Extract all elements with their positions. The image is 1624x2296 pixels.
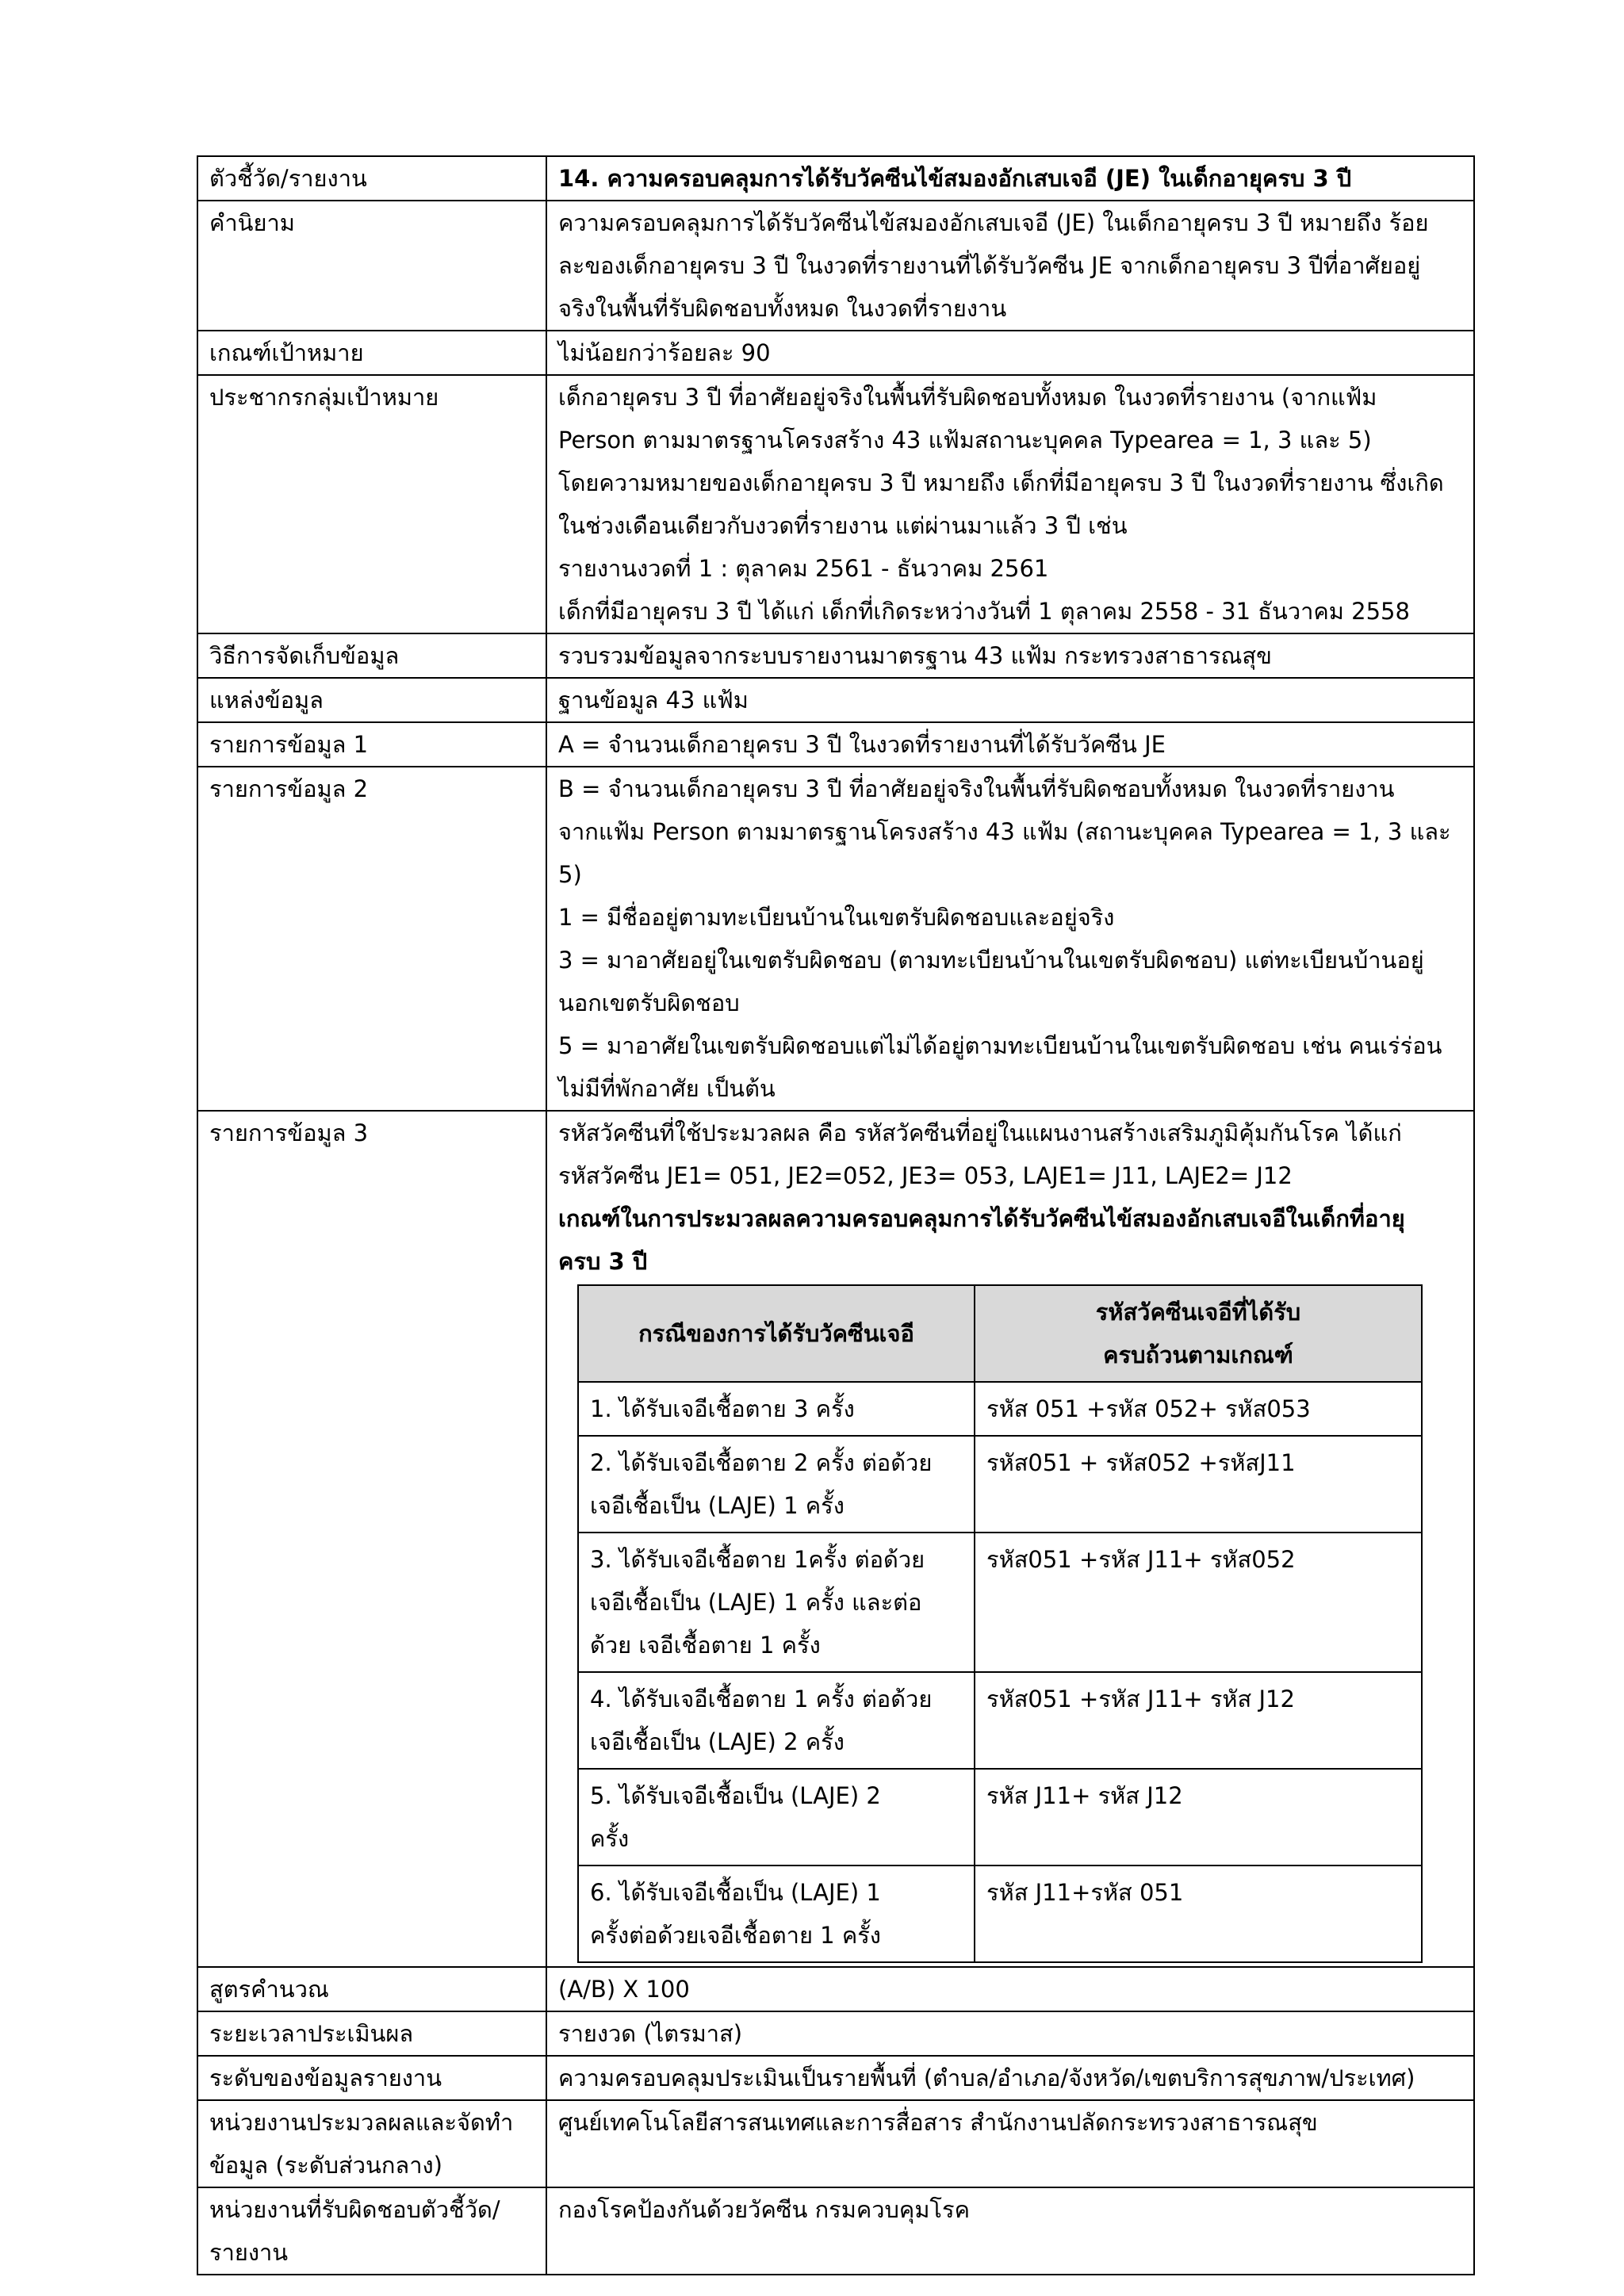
text-line: 5) (558, 861, 582, 888)
indicator-table (197, 155, 1475, 2275)
code-cell: รหัส051 +รหัส J11+ รหัส052 (975, 1533, 1422, 1672)
row-responsible-unit (197, 2187, 1474, 2275)
case-cell (578, 1382, 975, 1436)
case-line: ครั้งต่อด้วยเจอีเชื้อตาย 1 ครั้ง (590, 1922, 881, 1949)
table-row (578, 1769, 1422, 1866)
value-level: ความครอบคลุมประเมินเป็นรายพื้นที่ (ตำบล/อำเภอ/จังหวัด/เขตบริการสุขภาพ/ประเทศ) (546, 2056, 1474, 2100)
text-line: เด็กอายุครบ 3 ปี ที่อาศัยอยู่จริงในพื้นที่รับผิดชอบทั้งหมด ในงวดที่รายงาน (จากแฟ้ม (558, 384, 1377, 411)
label-target: เกณฑ์เป้าหมาย (197, 331, 546, 375)
value-item2 (546, 767, 1474, 1111)
label-indicator: ตัวชี้วัด/รายงาน (197, 156, 546, 201)
header-code (975, 1285, 1422, 1382)
text-line: ความครอบคลุมการได้รับวัคซีนไข้สมองอักเสบเจอี (JE) ในเด็กอายุครบ 3 ปี หมายถึง ร้อย (558, 209, 1429, 236)
case-line: ครั้ง (590, 1825, 630, 1852)
text-line: ละของเด็กอายุครบ 3 ปี ในงวดที่รายงานที่ได้รับวัคซีน JE จากเด็กอายุครบ 3 ปีที่อาศัยอยู่ (558, 252, 1421, 279)
label-collection: วิธีการจัดเก็บข้อมูล (197, 633, 546, 678)
row-item1 (197, 722, 1474, 767)
row-item3 (197, 1111, 1474, 1967)
text-line: รายงานงวดที่ 1 : ตุลาคม 2561 - ธันวาคม 2561 (558, 555, 1049, 582)
row-population (197, 375, 1474, 633)
row-formula (197, 1967, 1474, 2011)
value-formula: (A/B) X 100 (546, 1967, 1474, 2011)
label-line: หน่วยงานประมวลผลและจัดทำ (209, 2109, 514, 2136)
table-row (578, 1672, 1422, 1769)
je-criteria-table (577, 1284, 1423, 1963)
label-processing-unit (197, 2100, 546, 2187)
code-cell: รหัส J11+รหัส 051 (975, 1866, 1422, 1962)
case-cell (578, 1533, 975, 1672)
value-target: ไม่น้อยกว่าร้อยละ 90 (546, 331, 1474, 375)
text-line: เด็กที่มีอายุครบ 3 ปี ได้แก่ เด็กที่เกิดระหว่างวันที่ 1 ตุลาคม 2558 - 31 ธันวาคม 2558 (558, 598, 1410, 625)
value-item3 (546, 1111, 1474, 1967)
je-table-header (578, 1285, 1422, 1382)
row-indicator (197, 156, 1474, 201)
case-line: เจอีเชื้อเป็น (LAJE) 2 ครั้ง (590, 1728, 845, 1755)
label-population: ประชากรกลุ่มเป้าหมาย (197, 375, 546, 633)
row-item2 (197, 767, 1474, 1111)
text-line: นอกเขตรับผิดชอบ (558, 989, 740, 1016)
row-collection (197, 633, 1474, 678)
code-cell: รหัส J11+ รหัส J12 (975, 1769, 1422, 1866)
text-line: 3 = มาอาศัยอยู่ในเขตรับผิดชอบ (ตามทะเบียนบ้านในเขตรับผิดชอบ) แต่ทะเบียนบ้านอยู่ (558, 947, 1424, 974)
row-level (197, 2056, 1474, 2100)
text-line: รหัสวัคซีน JE1= 051, JE2=052, JE3= 053, LAJE1= J11, LAJE2= J12 (558, 1162, 1293, 1189)
value-population (546, 375, 1474, 633)
case-line: 4. ได้รับเจอีเชื้อตาย 1 ครั้ง ต่อด้วย (590, 1686, 933, 1712)
case-line: 3. ได้รับเจอีเชื้อตาย 1ครั้ง ต่อด้วย (590, 1546, 925, 1573)
case-cell (578, 1672, 975, 1769)
label-responsible-unit (197, 2187, 546, 2275)
value-source: ฐานข้อมูล 43 แฟ้ม (546, 678, 1474, 722)
label-definition: คำนิยาม (197, 201, 546, 331)
label-period: ระยะเวลาประเมินผล (197, 2011, 546, 2056)
table-row (578, 1533, 1422, 1672)
case-cell (578, 1866, 975, 1962)
text-line: จากแฟ้ม Person ตามมาตรฐานโครงสร้าง 43 แฟ้ม (สถานะบุคคล Typearea = 1, 3 และ (558, 818, 1451, 845)
indicator-document (197, 155, 1475, 2280)
value-period: รายงวด (ไตรมาส) (546, 2011, 1474, 2056)
code-cell: รหัส051 + รหัส052 +รหัสJ11 (975, 1436, 1422, 1533)
label-formula: สูตรคำนวณ (197, 1967, 546, 2011)
text-line: จริงในพื้นที่รับผิดชอบทั้งหมด ในงวดที่รายงาน (558, 295, 1007, 322)
table-row (578, 1436, 1422, 1533)
header-case: กรณีของการได้รับวัคซีนเจอี (578, 1285, 975, 1382)
row-period (197, 2011, 1474, 2056)
case-line: 2. ได้รับเจอีเชื้อตาย 2 ครั้ง ต่อด้วย (590, 1449, 933, 1476)
label-item3: รายการข้อมูล 3 (197, 1111, 546, 1967)
value-collection: รวบรวมข้อมูลจากระบบรายงานมาตรฐาน 43 แฟ้ม กระทรวงสาธารณสุข (546, 633, 1474, 678)
case-line: ด้วย เจอีเชื้อตาย 1 ครั้ง (590, 1632, 821, 1659)
header-code-line: ครบถ้วนตามเกณฑ์ (1103, 1341, 1293, 1368)
criteria-heading: เกณฑ์ในการประมวลผลความครอบคลุมการได้รับวัคซีนไข้สมองอักเสบเจอีในเด็กที่อายุ (558, 1205, 1405, 1232)
case-line: เจอีเชื้อเป็น (LAJE) 1 ครั้ง (590, 1492, 845, 1519)
case-line: เจอีเชื้อเป็น (LAJE) 1 ครั้ง และต่อ (590, 1589, 922, 1616)
criteria-heading: ครบ 3 ปี (558, 1248, 648, 1275)
row-processing-unit (197, 2100, 1474, 2187)
label-level: ระดับของข้อมูลรายงาน (197, 2056, 546, 2100)
value-processing-unit: ศูนย์เทคโนโลยีสารสนเทศและการสื่อสาร สำนักงานปลัดกระทรวงสาธารณสุข (546, 2100, 1474, 2187)
code-cell: รหัส051 +รหัส J11+ รหัส J12 (975, 1672, 1422, 1769)
row-source (197, 678, 1474, 722)
case-line: 5. ได้รับเจอีเชื้อเป็น (LAJE) 2 (590, 1782, 881, 1809)
text-line: 1 = มีชื่ออยู่ตามทะเบียนบ้านในเขตรับผิดชอบและอยู่จริง (558, 904, 1115, 931)
header-code-line: รหัสวัคซีนเจอีที่ได้รับ (1095, 1299, 1301, 1326)
text-line: B = จำนวนเด็กอายุครบ 3 ปี ที่อาศัยอยู่จริงในพื้นที่รับผิดชอบทั้งหมด ในงวดที่รายงาน (558, 775, 1395, 802)
text-line: 5 = มาอาศัยในเขตรับผิดชอบแต่ไม่ได้อยู่ตามทะเบียนบ้านในเขตรับผิดชอบ เช่น คนเร่ร่อน (558, 1032, 1442, 1059)
text-line: ในช่วงเดือนเดียวกับงวดที่รายงาน แต่ผ่านมาแล้ว 3 ปี เช่น (558, 512, 1128, 539)
label-item1: รายการข้อมูล 1 (197, 722, 546, 767)
text-line: ไม่มีที่พักอาศัย เป็นต้น (558, 1075, 776, 1102)
label-line: ข้อมูล (ระดับส่วนกลาง) (209, 2152, 442, 2179)
value-definition (546, 201, 1474, 331)
case-cell (578, 1436, 975, 1533)
row-definition (197, 201, 1474, 331)
table-row (578, 1866, 1422, 1962)
label-line: หน่วยงานที่รับผิดชอบตัวชี้วัด/ (209, 2196, 500, 2223)
table-row (578, 1382, 1422, 1436)
text-line: โดยความหมายของเด็กอายุครบ 3 ปี หมายถึง เด็กที่มีอายุครบ 3 ปี ในงวดที่รายงาน ซึ่งเกิด (558, 469, 1444, 496)
case-line: 1. ได้รับเจอีเชื้อตาย 3 ครั้ง (590, 1395, 855, 1422)
value-responsible-unit: กองโรคป้องกันด้วยวัคซีน กรมควบคุมโรค (546, 2187, 1474, 2275)
text-line: Person ตามมาตรฐานโครงสร้าง 43 แฟ้มสถานะบุคคล Typearea = 1, 3 และ 5) (558, 427, 1372, 453)
code-cell: รหัส 051 +รหัส 052+ รหัส053 (975, 1382, 1422, 1436)
text-line: รหัสวัคซีนที่ใช้ประมวลผล คือ รหัสวัคซีนที่อยู่ในแผนงานสร้างเสริมภูมิคุ้มกันโรค ได้แก่ (558, 1119, 1402, 1146)
label-source: แหล่งข้อมูล (197, 678, 546, 722)
label-item2: รายการข้อมูล 2 (197, 767, 546, 1111)
value-indicator: 14. ความครอบคลุมการได้รับวัคซีนไข้สมองอักเสบเจอี (JE) ในเด็กอายุครบ 3 ปี (546, 156, 1474, 201)
case-line: 6. ได้รับเจอีเชื้อเป็น (LAJE) 1 (590, 1879, 881, 1906)
label-line: รายงาน (209, 2239, 289, 2266)
row-target (197, 331, 1474, 375)
value-item1: A = จำนวนเด็กอายุครบ 3 ปี ในงวดที่รายงานที่ได้รับวัคซีน JE (546, 722, 1474, 767)
case-cell (578, 1769, 975, 1866)
